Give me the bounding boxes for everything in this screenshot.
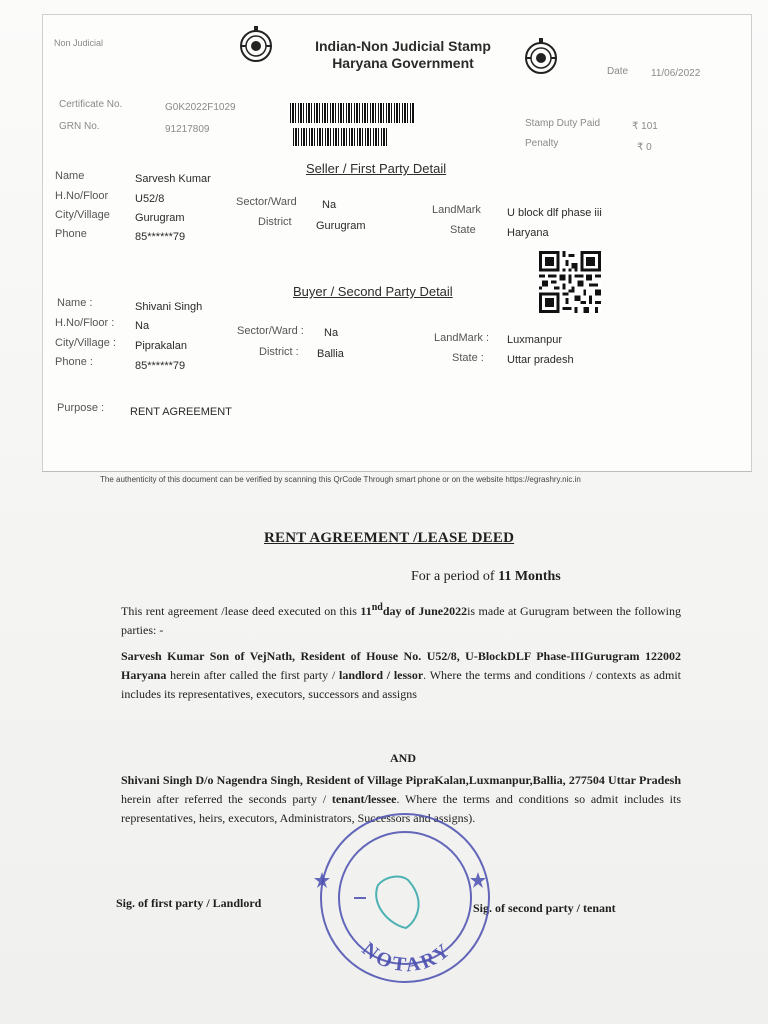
svg-text:NOTARY bbox=[358, 938, 456, 976]
verification-qr-code-icon bbox=[539, 251, 601, 313]
grn-barcode bbox=[293, 128, 388, 146]
verification-note: The authenticity of this document can be verified by scanning this QrCode Through smart phone or on the website https://egrashry.nic.in bbox=[100, 475, 581, 484]
penalty-value: ₹ 0 bbox=[637, 142, 652, 153]
buyer-state-label: State : bbox=[452, 352, 484, 364]
grn-value: 91217809 bbox=[165, 124, 210, 135]
first-party-signature-label: Sig. of first party / Landlord bbox=[116, 896, 262, 910]
buyer-name-value: Shivani Singh bbox=[135, 301, 203, 313]
seller-district-value: Gurugram bbox=[316, 220, 366, 232]
stamp-header-line1: Indian-Non Judicial Stamp bbox=[315, 38, 491, 54]
period-value: 11 Months bbox=[498, 569, 561, 584]
buyer-phone-label: Phone : bbox=[55, 356, 93, 368]
certificate-value: G0K2022F1029 bbox=[165, 102, 236, 113]
certificate-barcode bbox=[290, 103, 415, 123]
seller-section-title: Seller / First Party Detail bbox=[306, 161, 447, 176]
second-party-signature-label: Sig. of second party / tenant bbox=[473, 901, 616, 915]
first-party-paragraph bbox=[121, 647, 681, 704]
agreement-period bbox=[411, 569, 561, 585]
second-party-text-b: . Where the terms and conditions so admit includes its representatives, heirs, executors, Administrators, Successors and assigns). bbox=[121, 792, 681, 825]
notary-seal-text: NOTARY bbox=[357, 938, 457, 977]
seller-district-label: District bbox=[258, 216, 292, 228]
buyer-sector-label: Sector/Ward : bbox=[237, 325, 304, 337]
certificate-label: Certificate No. bbox=[59, 99, 123, 110]
buyer-city-label: City/Village : bbox=[55, 337, 116, 349]
haryana-emblem-left-icon bbox=[238, 24, 274, 68]
date-label: Date bbox=[607, 66, 629, 77]
second-party-role: tenant/lessee bbox=[331, 792, 397, 806]
intro-day: 11 bbox=[360, 604, 372, 618]
buyer-hno-label: H.No/Floor : bbox=[55, 317, 115, 329]
first-party-text-a: herein after called the first party / bbox=[170, 668, 336, 682]
seller-state-label: State bbox=[450, 224, 476, 236]
date-value: 11/06/2022 bbox=[651, 68, 701, 79]
seller-name-value: Sarvesh Kumar bbox=[135, 173, 211, 185]
seller-city-label: City/Village bbox=[55, 209, 110, 221]
first-party-details: Sarvesh Kumar Son of VejNath, Resident of House No. U52/8, U-BlockDLF Phase-IIIGurugram 122002 Haryana bbox=[121, 649, 681, 682]
first-party-text-b: . Where the terms and conditions / contexts as admit includes its representatives, executors, successors and assigns bbox=[121, 668, 682, 701]
purpose-value: RENT AGREEMENT bbox=[130, 406, 232, 418]
agreement-title: RENT AGREEMENT /LEASE DEED bbox=[264, 530, 515, 546]
purpose-label: Purpose : bbox=[57, 402, 105, 414]
and-separator: AND bbox=[390, 751, 416, 765]
buyer-district-value: Ballia bbox=[317, 348, 344, 360]
stamp-header bbox=[278, 38, 528, 72]
seller-landmark-value: U block dlf phase iii bbox=[507, 207, 602, 219]
penalty-label: Penalty bbox=[525, 138, 559, 149]
buyer-landmark-value: Luxmanpur bbox=[507, 334, 563, 346]
buyer-section-title: Buyer / Second Party Detail bbox=[293, 284, 453, 299]
seller-hno-label: H.No/Floor bbox=[55, 190, 109, 202]
seller-city-value: Gurugram bbox=[135, 212, 185, 224]
intro-day-suffix: nd bbox=[371, 602, 383, 613]
buyer-city-value: Piprakalan bbox=[135, 340, 187, 352]
first-party-role: landlord / lessor bbox=[338, 668, 424, 682]
intro-month-year: day of June2022 bbox=[382, 604, 468, 618]
buyer-state-value: Uttar pradesh bbox=[507, 354, 574, 366]
intro-text-1: This rent agreement /lease deed executed on this bbox=[121, 604, 357, 618]
intro-paragraph bbox=[121, 598, 681, 640]
stamp-header-line2: Haryana Government bbox=[332, 55, 474, 71]
seller-name-label: Name bbox=[55, 170, 85, 182]
seller-sector-value: Na bbox=[322, 199, 337, 211]
period-prefix: For a period of bbox=[411, 569, 495, 584]
seller-landmark-label: LandMark bbox=[432, 204, 481, 216]
buyer-phone-value: 85******79 bbox=[135, 360, 186, 372]
intro-text-3: is made at Gurugram between the following parties: - bbox=[121, 604, 681, 637]
seller-hno-value: U52/8 bbox=[135, 193, 165, 205]
seller-phone-value: 85******79 bbox=[135, 231, 186, 243]
buyer-district-label: District : bbox=[259, 346, 299, 358]
buyer-landmark-label: LandMark : bbox=[434, 332, 490, 344]
grn-label: GRN No. bbox=[59, 121, 100, 132]
second-party-details: Shivani Singh D/o Nagendra Singh, Resident of Village PipraKalan,Luxmanpur,Ballia, 277504 Uttar Pradesh bbox=[121, 773, 681, 787]
haryana-emblem-right-icon bbox=[523, 36, 559, 80]
seller-sector-label: Sector/Ward bbox=[236, 196, 297, 208]
buyer-name-label: Name : bbox=[57, 297, 93, 309]
buyer-hno-value: Na bbox=[135, 320, 150, 332]
seller-state-value: Haryana bbox=[507, 227, 549, 239]
buyer-sector-value: Na bbox=[324, 327, 339, 339]
stamp-duty-value: ₹ 101 bbox=[632, 121, 658, 132]
stamp-duty-label: Stamp Duty Paid bbox=[525, 118, 601, 129]
seller-phone-label: Phone bbox=[55, 228, 87, 240]
e-stamp-paper bbox=[42, 14, 752, 472]
second-party-text-a: herein after referred the seconds party / bbox=[121, 792, 327, 806]
notary-seal-icon bbox=[308, 810, 498, 985]
non-judicial-corner-label: Non Judicial bbox=[54, 38, 104, 48]
